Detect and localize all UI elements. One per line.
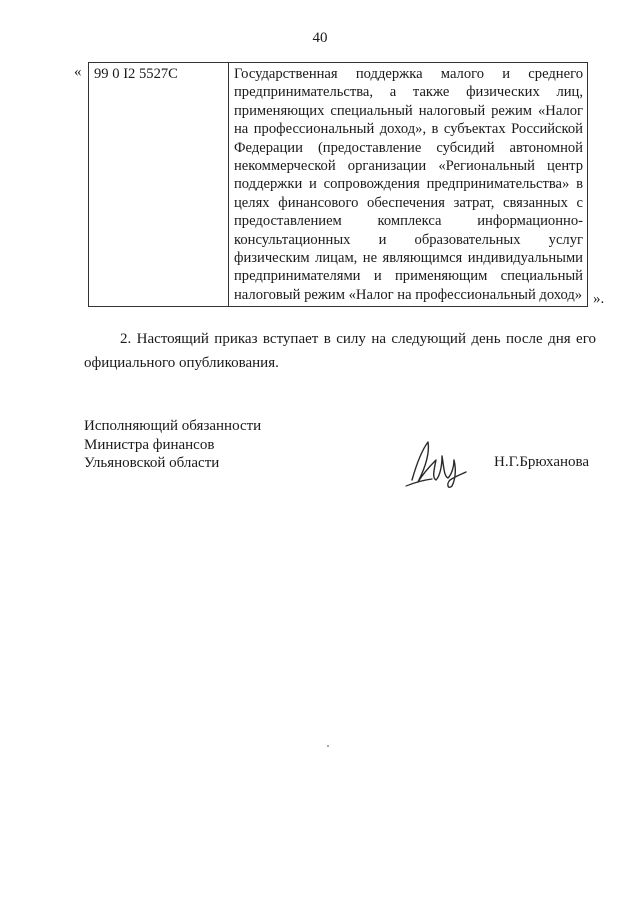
page-number: 40 bbox=[312, 30, 328, 46]
budget-code-cell: 99 0 I2 5527C bbox=[89, 63, 229, 307]
signatory-region-line: Ульяновской области bbox=[84, 455, 220, 471]
opening-quote: « bbox=[74, 64, 82, 80]
budget-classification-table bbox=[88, 62, 588, 307]
signatory-title bbox=[84, 417, 261, 473]
scan-speck bbox=[327, 745, 329, 747]
signatory-name: Н.Г.Брюханова bbox=[494, 454, 590, 470]
description-cell: Государственная поддержка малого и среднего предпринимательства, а также физических лиц, применяющих специальный налоговый режим «Налог на профессиональный доход», в субъектах Российской Федерации (предоставление субсидий автономной некоммерческой организации «Региональный центр поддержки и сопровождения предпринимательства» в целях финансового обеспечения затрат, связанных с предоставлением комплекса информационно-консультационных и образовательных услуг физическим лицам, не являющимся индивидуальными предпринимателями и применяющим специальный налоговый режим «Налог на профессиональный доход» bbox=[229, 63, 588, 307]
signatory-ministry-line: Министра финансов bbox=[84, 436, 215, 453]
closing-quote: ». bbox=[593, 291, 605, 307]
handwritten-signature bbox=[402, 436, 468, 494]
paragraph-effective-date: 2. Настоящий приказ вступает в силу на следующий день после дня его официального опубликования. bbox=[84, 331, 596, 371]
table-row bbox=[89, 63, 588, 307]
signatory-position-line: Исполняющий обязанности bbox=[84, 418, 262, 434]
